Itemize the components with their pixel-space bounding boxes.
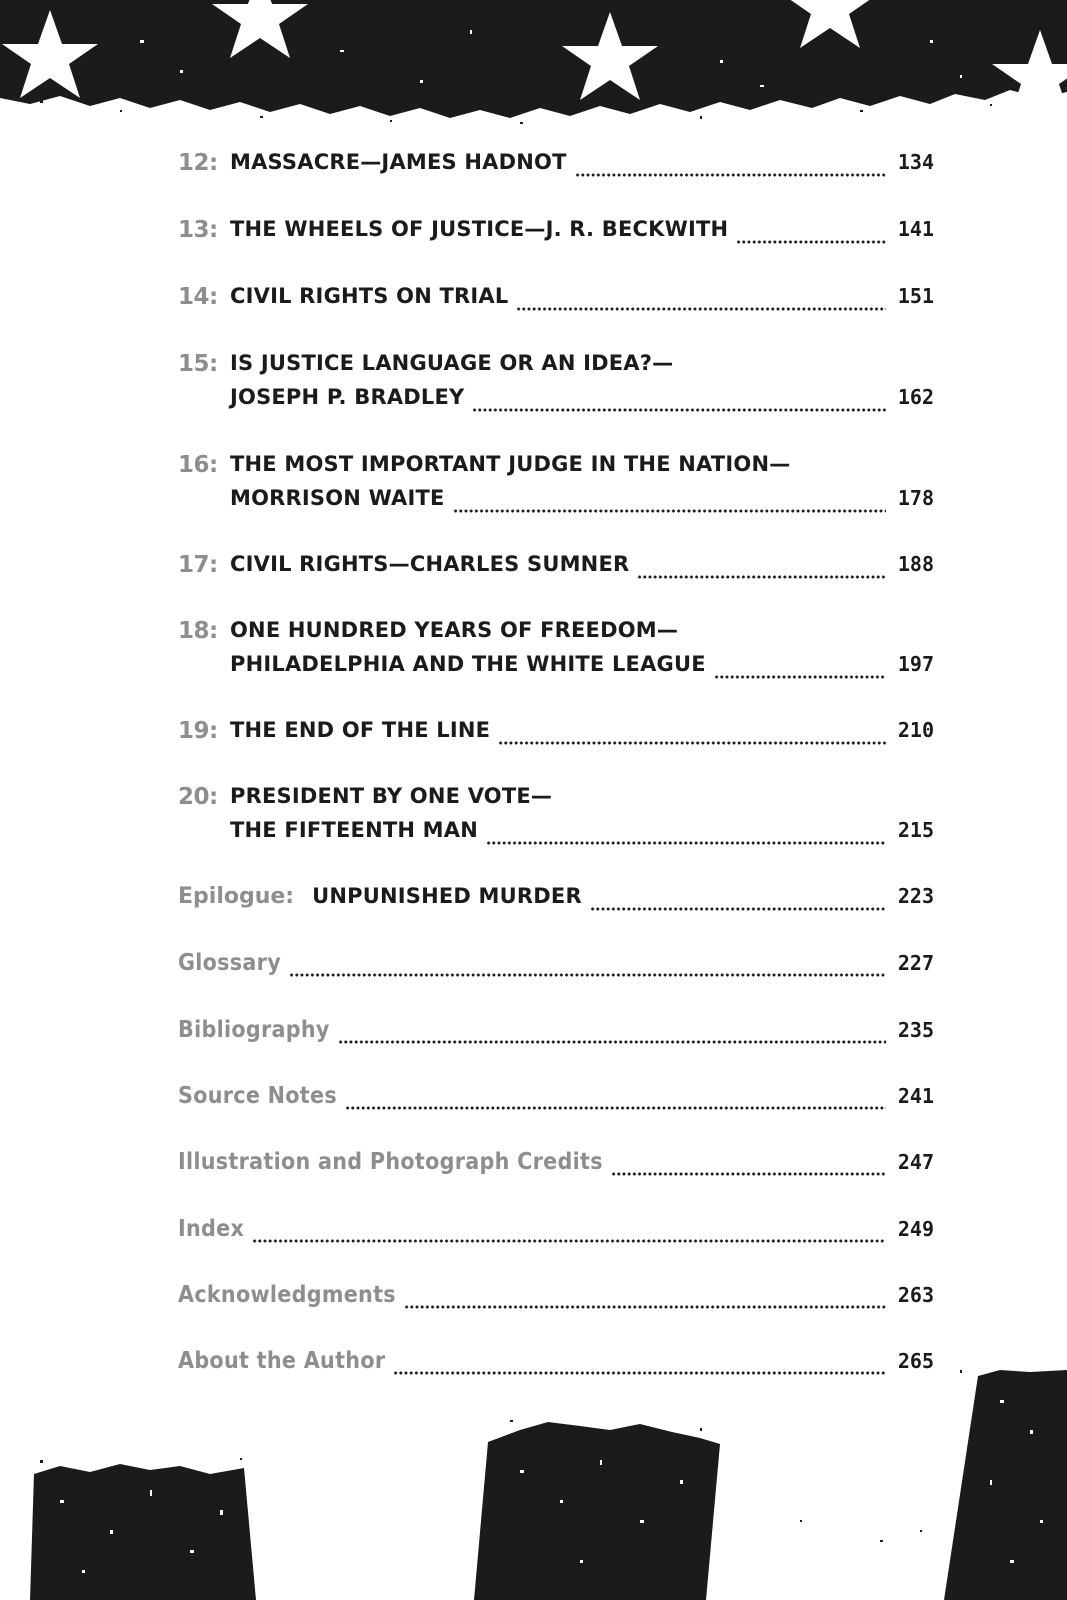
dot-leader [590,907,886,911]
chapter-number: 19: [178,718,218,744]
epilogue-label: Epilogue: [178,884,295,909]
toc-entry-chapter-20[interactable] [178,784,934,852]
chapter-title: CIVIL RIGHTS ON TRIAL [230,284,509,308]
back-matter-title: Glossary [178,950,281,976]
chapter-title-line-1: IS JUSTICE LANGUAGE OR AN IDEA?— [230,351,674,375]
entry-line [230,351,934,385]
entry-line [178,1149,934,1183]
page-number: 134 [897,150,934,174]
entry-line [230,652,934,686]
stripes-banner-icon [0,1370,1067,1600]
page-number: 235 [897,1018,934,1042]
page-number: 263 [897,1283,934,1307]
chapter-number: 14: [178,284,218,310]
chapter-number: 13: [178,217,218,243]
dot-leader [472,408,886,412]
chapter-number: 17: [178,552,218,578]
dot-leader [637,575,886,579]
toc-entry-chapter-16[interactable] [178,452,934,520]
entry-line [230,618,934,652]
chapter-number: 18: [178,618,218,644]
toc-entry-chapter-17[interactable] [178,552,934,586]
chapter-number: 20: [178,784,218,810]
page-number: 188 [897,552,934,576]
chapter-number: 15: [178,351,218,377]
chapter-title-line-2: JOSEPH P. BRADLEY [230,385,465,409]
entry-line [230,385,934,419]
entry-line [230,784,934,818]
entry-line [230,818,934,852]
page-number: 178 [897,486,934,510]
page-number: 141 [897,217,934,241]
dot-leader [453,509,886,513]
page-number: 197 [897,652,934,676]
entry-line [230,150,934,184]
dot-leader [714,675,886,679]
page-number: 210 [897,718,934,742]
entry-line [230,284,934,318]
chapter-title: CIVIL RIGHTS—CHARLES SUMNER [230,552,630,576]
chapter-title-line-1: ONE HUNDRED YEARS OF FREEDOM— [230,618,679,642]
page-number: 241 [897,1084,934,1108]
entry-line [178,950,934,984]
entry-line [230,552,934,586]
back-matter-title: Bibliography [178,1017,330,1043]
page-number: 151 [897,284,934,308]
back-matter-title: Source Notes [178,1083,337,1109]
page-number: 162 [897,385,934,409]
dot-leader [289,973,886,977]
toc-entry-glossary[interactable] [178,950,934,984]
dot-leader [575,173,886,177]
page-number: 265 [897,1349,934,1373]
stars-banner-icon [0,0,1067,130]
dot-leader [338,1040,886,1044]
entry-line [178,1282,934,1316]
toc-entry-chapter-14[interactable] [178,284,934,318]
entry-line [230,486,934,520]
toc-entry-epilogue[interactable] [178,884,934,918]
entry-line [178,1216,934,1250]
dot-leader [486,841,886,845]
entry-line [178,1083,934,1117]
chapter-title-line-1: THE MOST IMPORTANT JUDGE IN THE NATION— [230,452,791,476]
entry-line [178,1017,934,1051]
epilogue-title: UNPUNISHED MURDER [312,884,582,908]
toc-entry-chapter-12[interactable] [178,150,934,184]
entry-line [230,452,934,486]
page-number: 215 [897,818,934,842]
page-number: 247 [897,1150,934,1174]
page-number: 223 [897,884,934,908]
dot-leader [736,240,886,244]
toc-entry-source-notes[interactable] [178,1083,934,1117]
chapter-number: 16: [178,452,218,478]
page-number: 249 [897,1217,934,1241]
entry-line [230,718,934,752]
dot-leader [345,1106,886,1110]
chapter-title-line-2: THE FIFTEENTH MAN [230,818,478,842]
entry-line [230,217,934,251]
dot-leader [252,1239,886,1243]
toc-entry-chapter-18[interactable] [178,618,934,686]
dot-leader [404,1305,886,1309]
back-matter-title: Illustration and Photograph Credits [178,1149,603,1175]
chapter-title: THE END OF THE LINE [230,718,491,742]
dot-leader [498,741,886,745]
toc-entry-chapter-15[interactable] [178,351,934,419]
toc-entry-credits[interactable] [178,1149,934,1183]
toc-entry-chapter-13[interactable] [178,217,934,251]
back-matter-title: Index [178,1216,245,1242]
toc-entry-bibliography[interactable] [178,1017,934,1051]
page-number: 227 [897,951,934,975]
chapter-title-line-2: MORRISON WAITE [230,486,445,510]
toc-entry-index[interactable] [178,1216,934,1250]
dot-leader [516,307,886,311]
back-matter-title: Acknowledgments [178,1282,396,1308]
back-matter-title: About the Author [178,1348,386,1374]
toc-entry-acknowledgments[interactable] [178,1282,934,1316]
dot-leader [611,1172,886,1176]
chapter-title: MASSACRE—JAMES HADNOT [230,150,567,174]
chapter-title: THE WHEELS OF JUSTICE—J. R. BECKWITH [230,217,729,241]
toc-entry-chapter-19[interactable] [178,718,934,752]
chapter-number: 12: [178,150,218,176]
entry-line [178,884,934,918]
chapter-title-line-2: PHILADELPHIA AND THE WHITE LEAGUE [230,652,706,676]
chapter-title-line-1: PRESIDENT BY ONE VOTE— [230,784,553,808]
